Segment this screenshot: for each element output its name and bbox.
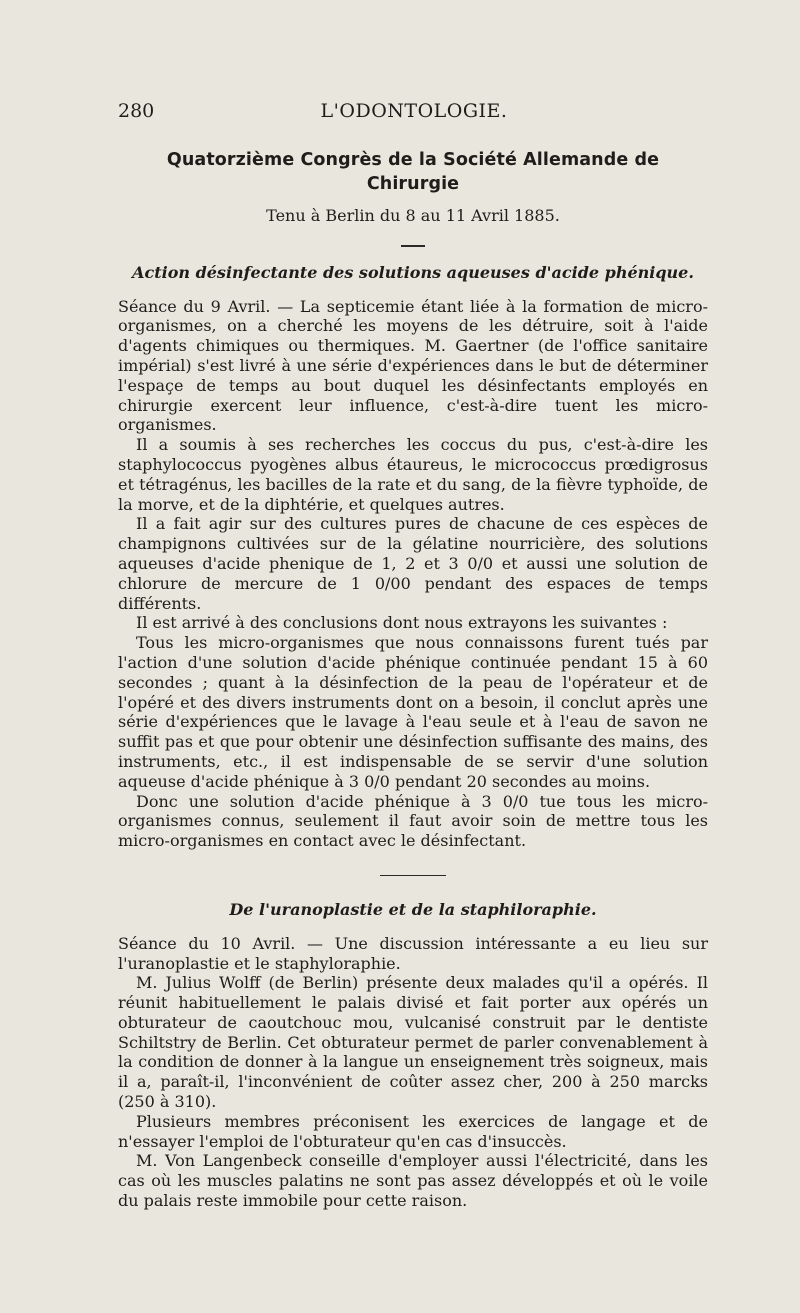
paragraph: M. Julius Wolff (de Berlin) présente deux malades qu'il a opérés. Il réunit habituellement le palais divisé et fait porter aux opérés un obturateur de caoutchouc mou, vulcanisé construit par le dentiste Schiltstry de Berlin. Cet obturateur permet de parler convenablement à la condition de donner à la langue un enseignement très soigneux, mais il a, paraît-il, l'inconvénient de coûter assez cher, 200 à 250 marcks (250 à 310). (118, 973, 708, 1112)
paragraph: M. Von Langenbeck conseille d'employer aussi l'électricité, dans les cas où les muscles palatins ne sont pas assez développés et où le voile du palais reste immobile pour cette raison. (118, 1151, 708, 1211)
article-body (118, 148, 708, 1211)
section-heading: Action désinfectante des solutions aqueuses d'acide phénique. (132, 262, 694, 282)
article-subtitle: Tenu à Berlin du 8 au 11 Avril 1885. (266, 206, 560, 225)
paragraph: Séance du 10 Avril. — Une discussion intéressante a eu lieu sur l'uranoplastie et le staphyloraphie. (118, 933, 708, 973)
divider (380, 875, 446, 876)
paragraph: Donc une solution d'acide phénique à 3 0/0 tue tous les micro-organismes connus, seulement il faut avoir soin de mettre tous les micro-organismes en contact avec le désinfectant. (118, 791, 708, 851)
paragraph: Plusieurs membres préconisent les exercices de langage et de n'essayer l'emploi de l'obturateur qu'en cas d'insuccès. (118, 1111, 708, 1151)
section-heading: De l'uranoplastie et de la staphiloraphie. (229, 899, 597, 919)
article-title: Quatorzième Congrès de la Société Allemande de Chirurgie (166, 150, 660, 194)
paragraph: Séance du 9 Avril. — La septicemie étant liée à la formation de micro-organismes, on a cherché les moyens de les détruire, soit à l'aide d'agents chimiques ou thermiques. M. Gaertner (de l'office sanitaire impérial) s'est livré à une série d'expériences dans le but de déterminer l'espaçe de temps au bout duquel les désinfectants employés en chirurgie exercent leur influence, c'est-à-dire tuent les micro-organismes. (118, 296, 708, 435)
page-header (118, 100, 710, 124)
divider (401, 245, 425, 247)
running-title: L'ODONTOLOGIE. (320, 100, 508, 122)
paragraph: Tous les micro-organismes que nous connaissons furent tués par l'action d'une solution d'acide phénique continuée pendant 15 à 60 secondes ; quant à la désinfection de la peau de l'opérateur et de l'opéré et des divers instruments dont on a besoin, il conclut après une série d'expériences que le lavage à l'eau seule et à l'eau de savon ne suffit pas et que pour obtenir une désinfection suffisante des mains, des instruments, etc., il est indispensable de se servir d'une solution aqueuse d'acide phénique à 3 0/0 pendant 20 secondes au moins. (118, 633, 708, 791)
page-number: 280 (118, 100, 155, 122)
paragraph: Il a soumis à ses recherches les coccus du pus, c'est-à-dire les staphylococcus pyogènes albus étaureus, le micrococcus prœdigrosus et tétragénus, les bacilles de la rate et du sang, de la fièvre typhoïde, de la morve, et de la diphtérie, et quelques autres. (118, 435, 708, 514)
paragraph: Il est arrivé à des conclusions dont nous extrayons les suivantes : (136, 613, 668, 633)
paragraph: Il a fait agir sur des cultures pures de chacune de ces espèces de champignons cultivées sur de la gélatine nourricière, des solutions aqueuses d'acide phenique de 1, 2 et 3 0/0 et aussi une solution de chlorure de mercure de 1 0/00 pendant des espaces de temps différents. (118, 514, 708, 613)
